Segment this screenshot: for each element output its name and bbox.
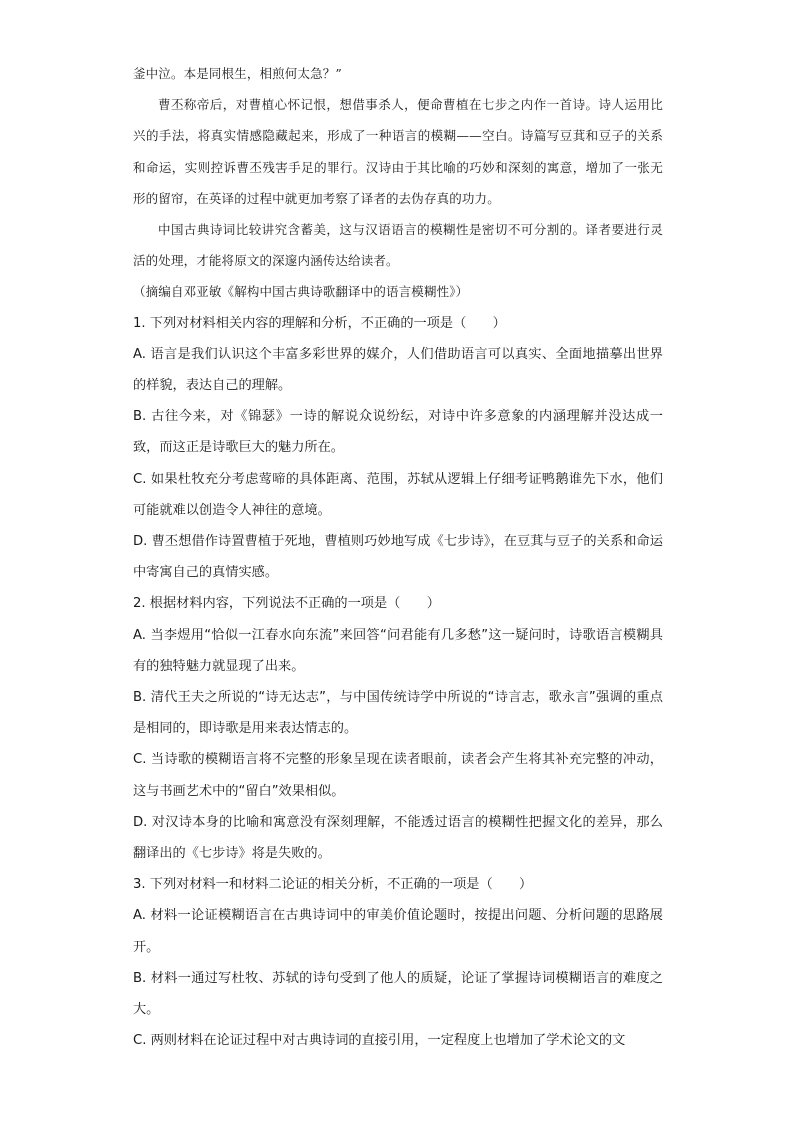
- question-stem: 1. 下列对材料相关内容的理解和分析，不正确的一项是（ ）: [133, 315, 506, 331]
- option-text: C. 两则材料在论证过程中对古典诗词的直接引用，一定程度上也增加了学术论文的文: [133, 1033, 626, 1049]
- option-text: D. 曹丕想借作诗置曹植于死地，曹植则巧妙地写成《七步诗》，在豆萁与豆子的关系和命运中寄寓自己的真情实感。: [133, 534, 663, 581]
- question-stem: 2. 根据材料内容，下列说法不正确的一项是（ ）: [133, 596, 440, 612]
- question-list: [133, 308, 663, 1057]
- passage-paragraph: 中国古典诗词比较讲究含蓄美，这与汉语语言的模糊性是密切不可分割的。译者要进行灵活的处理，才能将原文的深邃内涵传达给读者。: [133, 222, 663, 269]
- option-text: A. 语言是我们认识这个丰富多彩世界的媒介，人们借助语言可以真实、全面地描摹出世界的样貌，表达自己的理解。: [133, 346, 663, 394]
- option-text: D. 对汉诗本身的比喻和寓意没有深刻理解，不能透过语言的模糊性把握文化的差异，那么翻译出的《七步诗》将是失败的。: [133, 814, 663, 862]
- option-text: B. 材料一通过写杜牧、苏轼的诗句受到了他人的质疑，论证了掌握诗词模糊语言的难度之大。: [133, 970, 663, 1018]
- source-citation: （摘编自邓亚敏《解构中国古典诗歌翻译中的语言模糊性》）: [133, 284, 469, 300]
- option-text: A. 当李煜用“恰似一江春水向东流”来回答“问君能有几多愁”这一疑问时，诗歌语言模糊具有的独特魅力就显现了出来。: [133, 627, 663, 674]
- option-text: B. 清代王夫之所说的“诗无达志”，与中国传统诗学中所说的“诗言志，歌永言”强调的重点是相同的，即诗歌是用来表达情志的。: [133, 690, 663, 737]
- passage-paragraph: 曹丕称帝后，对曹植心怀记恨，想借事杀人，便命曹植在七步之内作一首诗。诗人运用比兴的手法，将真实情感隐藏起来，形成了一种语言的模糊——空白。诗篇写豆萁和豆子的关系和命运，实则控诉曹丕残害手足的罪行。汉诗由于其比喻的巧妙和深刻的寓意，增加了一张无形的留帘，在英译的过程中就更加考察了译者的去伪存真的功力。: [133, 97, 663, 206]
- option-text: C. 当诗歌的模糊语言将不完整的形象呈现在读者眼前，读者会产生将其补充完整的冲动，这与书画艺术中的“留白”效果相似。: [133, 752, 663, 799]
- question-stem: 3. 下列对材料一和材料二论证的相关分析，不正确的一项是（ ）: [133, 877, 533, 893]
- document-page: [133, 58, 663, 1057]
- option-text: B. 古往今来，对《锦瑟》一诗的解说众说纷纭，对诗中许多意象的内涵理解并没达成一致，而这正是诗歌巨大的魅力所在。: [133, 409, 663, 456]
- passage-line: 釜中泣。本是同根生，相煎何太急？”: [133, 66, 342, 81]
- option-text: C. 如果杜牧充分考虑莺啼的具体距离、范围，苏轼从逻辑上仔细考证鸭鹅谁先下水，他们可能就难以创造令人神往的意境。: [133, 471, 663, 518]
- passage: [133, 58, 663, 308]
- option-text: A. 材料一论证模糊语言在古典诗词中的审美价值论题时，按提出问题、分析问题的思路展开。: [133, 908, 663, 955]
